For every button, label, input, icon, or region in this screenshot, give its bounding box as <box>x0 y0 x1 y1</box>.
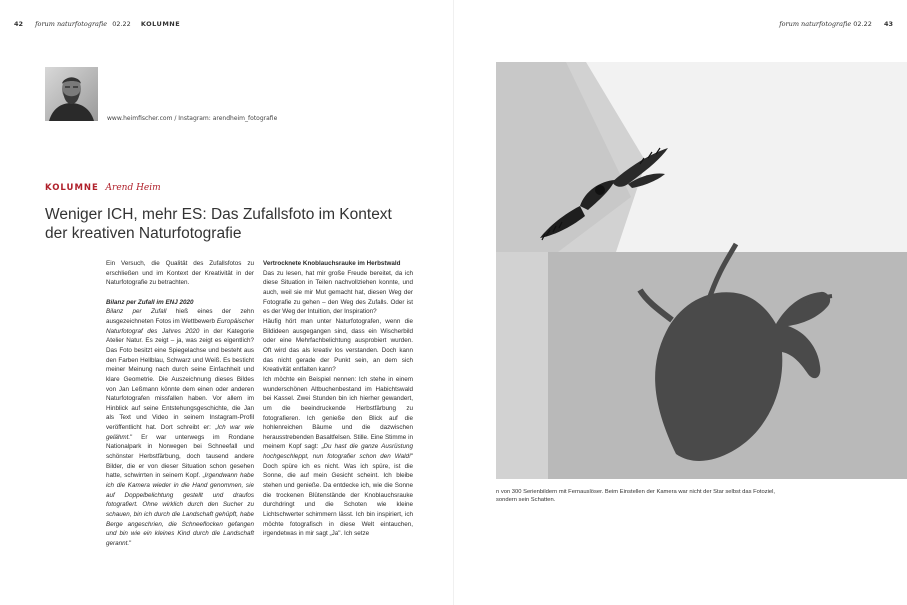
column2-paragraph-1: Das zu lesen, hat mir große Freude bereitet, da ich diese Situation in Teilen nachvollziehen konnte, und auch, weil sie mir Mut gemacht hat, diesen Weg der Fotografie zu gehen – den Weg des Zufalls. Oder ist es der Weg der Intuition, der Inspiration? <box>263 269 413 316</box>
photo-caption: n von 300 Serienbildern mit Fernauslöser. Beim Einstellen der Kamera war nicht der Star selbst das Fotoziel, sondern sein Schatten. <box>496 489 776 503</box>
page-number-right: 43 <box>883 20 893 28</box>
author-links: www.heimfischer.com / Instagram: arendheim_fotografie <box>107 115 278 122</box>
issue-number-left: 02.22 <box>112 20 131 28</box>
page-number-left: 42 <box>14 20 24 28</box>
c1-text-f: " Er war unterwegs im Rondane Nationalpark in Norwegen bei Schneefall und schönster Herbstfärbung, doch tausend andere Bilder, die er von dieser Situation schon gesehen hatte, schwirrten in seinem Kopf. „ <box>106 433 254 480</box>
column1-subheading: Bilanz per Zufall im ENJ 2020 <box>106 298 194 306</box>
page-gutter <box>453 0 454 605</box>
issue-number-right: 02.22 <box>853 20 872 28</box>
text-column-1 <box>106 259 254 549</box>
article-intro: Ein Versuch, die Qualität des Zufallsfotos zu erschließen und im Kontext der Kreativität in der Naturfotografie zu betrachten. <box>106 260 254 287</box>
c2-text-c: " Doch spüre ich es nicht. Was ich spüre, ist die Sonne, die auf mein Gesicht scheint. Ich bleibe stehen und genieße. Da entdecke ich, wie die Sonne die trockenen Blütenstände der Knoblauchsrauke durchdringt und die Schoten wie kleine Lichtschwerter schimmern lässt. Ich bin inspiriert, ich möchte fotografisch in diese Welt eintauchen, irgendetwas in mir sagt „Ja". Ich setze <box>263 453 413 538</box>
c1-text-a: Bilanz per Zufall <box>106 308 167 316</box>
c2-text-a: Ich möchte ein Beispiel nennen: Ich stehe in einem wunderschönen Altbuchenbestand im Habichtswald bei Kassel. Zwei Stunden bin ich hierher gewandert, um die beeindruckende Herbstfärbung zu fotografieren. Ich genieße den Blick auf die hohlenreichen Bäume und die dazwischen herausstrebenden Basaltfelsen. Stille. Eine Stimme in meinem Kopf sagt: „ <box>263 375 413 451</box>
author-portrait <box>45 67 98 121</box>
kicker-section: KOLUMNE <box>45 183 99 193</box>
running-header-left <box>14 20 180 28</box>
c1-text-c: Europäischer Naturfotograf des Jahres 2020 <box>106 317 254 335</box>
text-column-2 <box>263 259 413 539</box>
c1-text-h: " <box>129 540 132 548</box>
article-kicker <box>45 183 161 193</box>
column2-paragraph-3 <box>263 375 413 539</box>
c2-text-b: Du hast die ganze Ausrüstung hochgeschleppt, nun fotografier schon den Wald! <box>263 443 413 461</box>
magazine-name-left: forum naturfotografie <box>35 20 108 28</box>
magazine-name-right: forum naturfotografie <box>779 20 852 28</box>
kicker-author: Arend Heim <box>105 183 161 193</box>
column1-paragraph <box>106 307 254 548</box>
c1-text-g: Irgendwann habe ich die Kamera wieder in die Hand genommen, sie auf Doppelbelichtung gestellt und draufos fotografiert. Ohne wirklich durch den Sucher zu schauen, bin ich durch die Landschaft gehüpft, habe Berge angeschrien, die Schneeflocken gefangen und bin wie ein kleines Kind durch die Landschaft gerannt. <box>106 472 254 548</box>
c1-text-b: hieß eines der zehn ausgezeichneten Fotos im Wettbewerb <box>106 308 254 325</box>
starling-shadow-photo <box>496 62 907 479</box>
column2-paragraph-2: Häufig hört man unter Naturfotografen, wenn die Bildideen ausgegangen sind, dass ein Wischerbild oder eine Mehrfachbelichtung ausprobiert wurden. Oft wird das als kreativ los verstanden. Doch kann das nicht gerade der Punkt sein, an dem sich Kreativität entfalten kann? <box>263 317 413 374</box>
article-headline: Weniger ICH, mehr ES: Das Zufallsfoto im Kontext der kreativen Naturfotografie <box>45 206 392 242</box>
column2-subheading: Vertrocknete Knoblauchsrauke im Herbstwald <box>263 260 401 267</box>
c1-text-d: in der Kategorie Atelier Natur. Es zeigt – ja, was zeigt es eigentlich? Das Foto besitzt eine Spiegelachse und besteht aus den Farben Hellblau, Schwarz und Weiß. Es besticht meiner Meinung nach durch seine Einfachheit und klare Geometrie. Die Auszeichnung dieses Bildes von Jan Leßmann könnte dem einen oder anderen Naturfotografen missfallen haben. Vor allem im Hinblick auf seine Entstehungsgeschichte, die Jan als Text und Video in seinem Instagram-Profil veröffentlicht hat. Dort schreibt er: „ <box>106 327 254 432</box>
section-name-left: KOLUMNE <box>140 20 181 28</box>
c1-text-e: Ich war wie gelähmt. <box>106 424 254 441</box>
running-header-right <box>779 20 893 28</box>
